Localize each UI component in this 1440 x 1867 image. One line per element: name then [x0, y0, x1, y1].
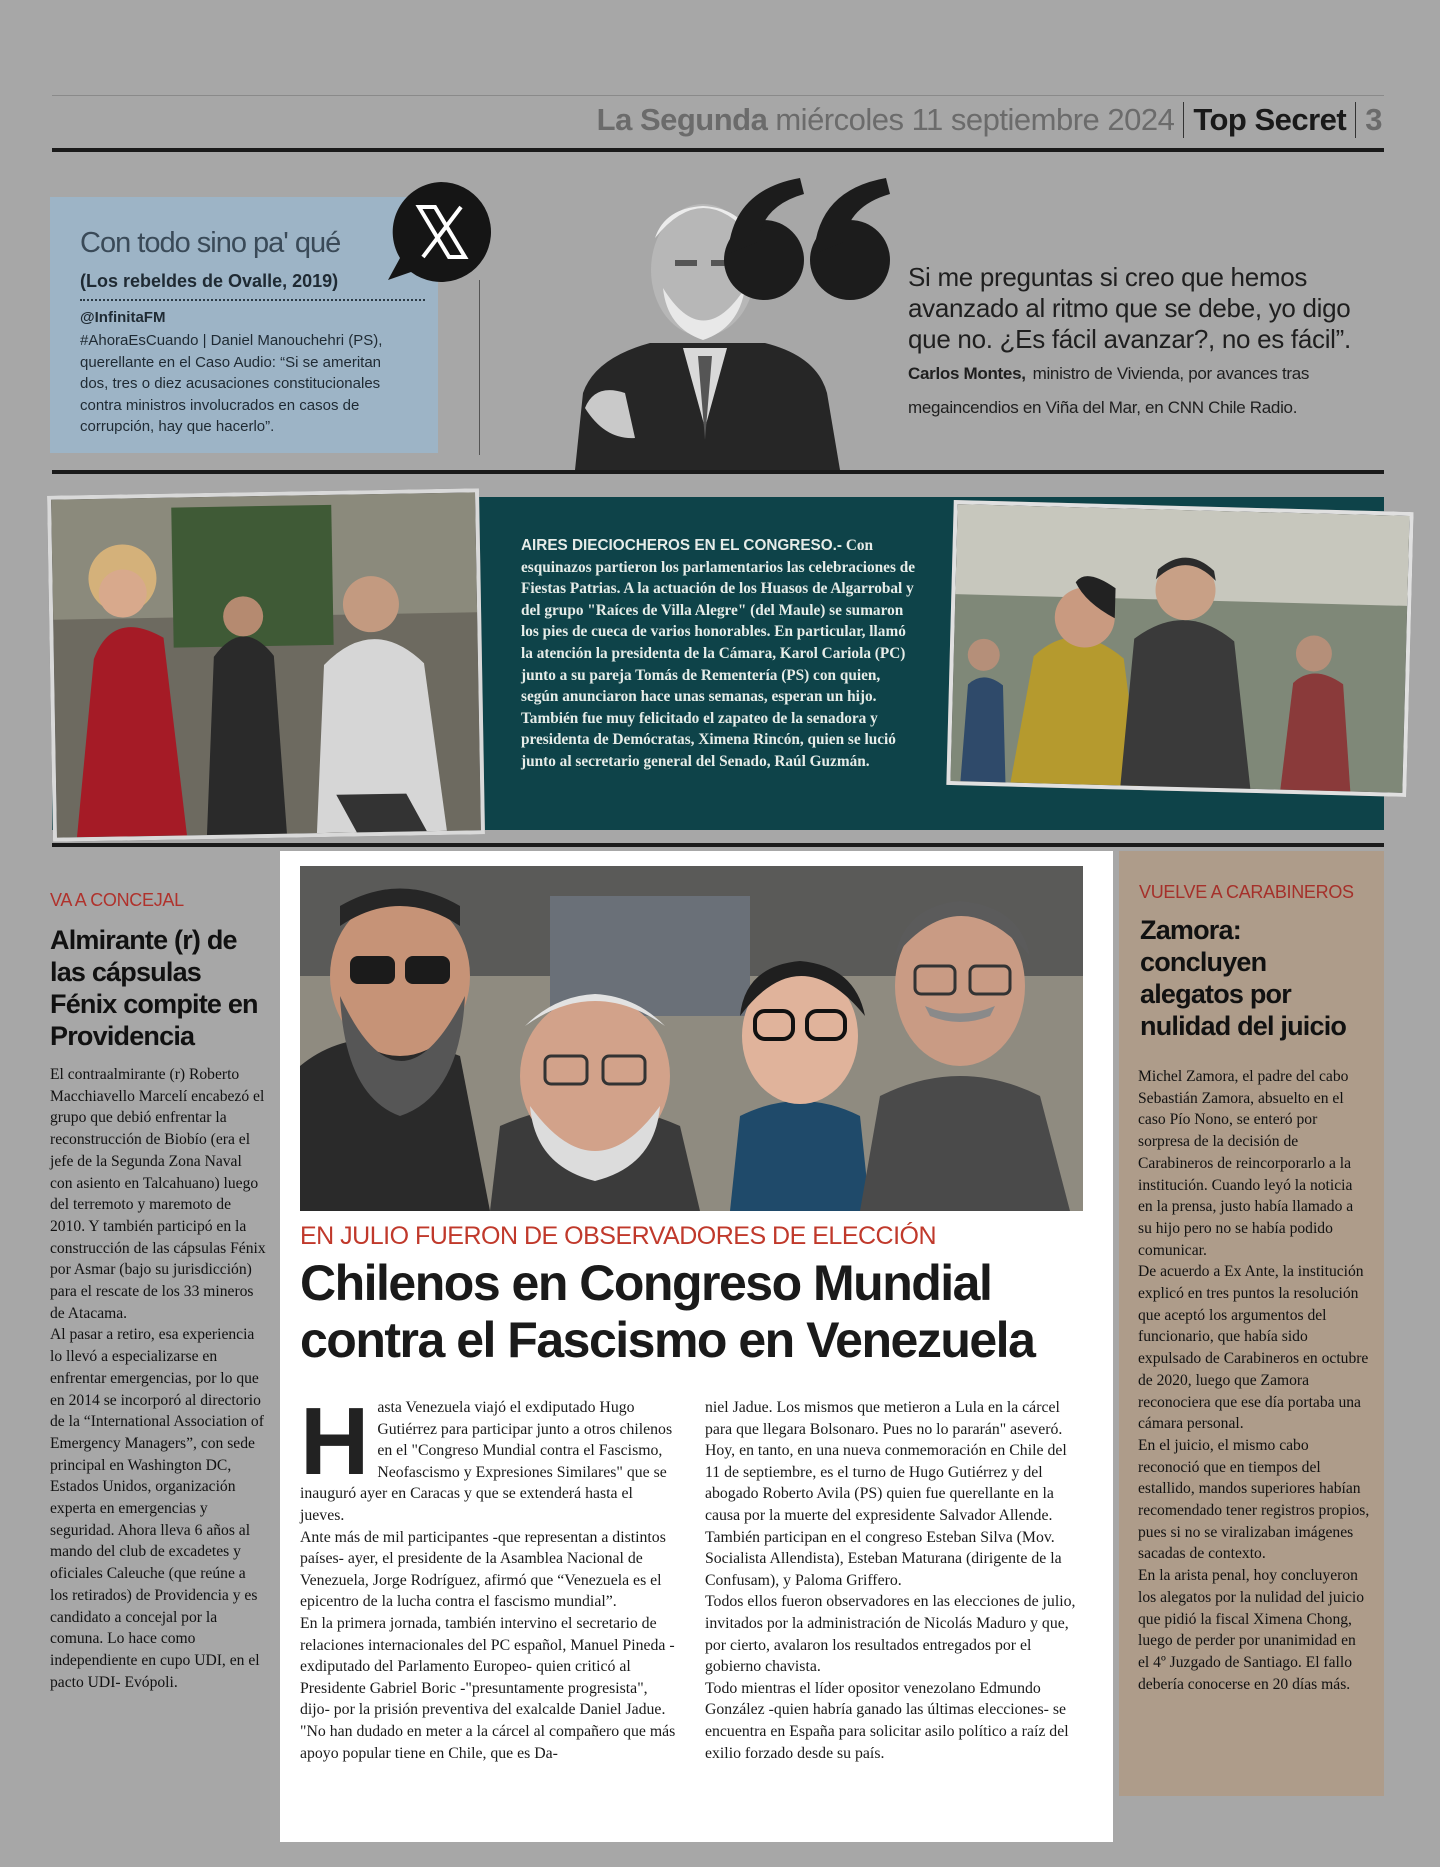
main-article-column-1: [300, 1388, 680, 1764]
quote-text: Si me preguntas si creo que hemos avanzado al ritmo que se debe, yo digo que no. ¿Es fácil avanzar?, no es fácil”.: [908, 262, 1351, 354]
dance-photo-right: [946, 500, 1413, 797]
tweet-handle: @InfinitaFM: [80, 309, 166, 326]
main-paragraph: Hoy, en tanto, en una nueva conmemoración en Chile del 11 de septiembre, es el turno de Hugo Gutiérrez y del abogado Roberto Avila (PS) quien fue querellante en la causa por la muerte del expresidente Salvador Allende.: [705, 1442, 1067, 1524]
drop-cap: H: [300, 1388, 370, 1495]
tweet-text: #AhoraEsCuando | Daniel Manouchehri (PS), querellante en el Caso Audio: “Si se ameritan dos, tres o diez acusaciones constitucionales contra ministros involucrados en casos de corrupción, hay que hacerlo”.: [80, 332, 383, 435]
section-rule: [52, 843, 1384, 847]
header-top-rule: [52, 95, 1384, 96]
main-article-column-2: [705, 1397, 1083, 1764]
right-paragraph: Michel Zamora, el padre del cabo Sebastián Zamora, absuelto en el caso Pío Nono, se enteró por sorpresa de la decisión de Carabineros de reincorporarlo a la institución. Cuando leyó la noticia en la prensa, justo había llamado a su hijo pero no se había podido comunicar.: [1138, 1068, 1354, 1259]
main-paragraph: En la primera jornada, también intervino el secretario de relaciones internacionales del PC español, Manuel Pineda -exdiputado del Parlamento Europeo- quien criticó al Presidente Gabriel Boric -"presuntamente progresista", dijo- por la prisión preventiva del exalcalde Daniel Jadue.: [300, 1614, 675, 1719]
band-caption: [521, 535, 921, 773]
tweet-box: [50, 197, 438, 453]
masthead-divider: [1183, 102, 1184, 138]
right-paragraph: En el juicio, el mismo cabo reconoció que en tiempos del estallido, mandos superiores habían recomendado tener registros propios, pues si no se viralizaban imágenes sacadas de contexto.: [1138, 1436, 1370, 1563]
column-divider: [479, 280, 480, 455]
main-kicker: EN JULIO FUERON DE OBSERVADORES DE ELECCIÓN: [300, 1222, 937, 1250]
left-paragraph: Al pasar a retiro, esa experiencia lo llevó a especializarse en enfrentar emergencias, por lo que en 2014 se incorporó al directorio de la “International Association of Emergency Managers”, con sede principal en Washington DC, Estados Unidos, organización experta en emergencias y seguridad. Ahora lleva 6 años al mando del club de excadetes y oficiales Caleuche (que reúne a los retirados) de Providencia y es candidato a concejal por la comuna. Lo hace como independiente en cupo UDI, en el pacto UDI- Evópoli.: [50, 1326, 264, 1691]
quote-author: Carlos Montes,: [908, 364, 1026, 383]
right-headline: Zamora: concluyen alegatos por nulidad del juicio: [1140, 915, 1347, 1041]
group-selfie-image: [300, 866, 1083, 1211]
main-paragraph: asta Venezuela viajó el exdiputado Hugo Gutiérrez para participar junto a otros chilenos en el "Congreso Mundial contra el Fascismo, Neofascismo y Expresiones Similares" que se inauguró ayer en Caracas y que se extenderá hasta el jueves.: [300, 1399, 673, 1524]
section-name: Top Secret: [1193, 102, 1347, 137]
main-paragraph: Todos ellos fueron observadores en las elecciones de julio, invitados por la administración de Nicolás Maduro y que, por cierto, avalaron los resultados entregados por el gobierno chavista.: [705, 1593, 1076, 1676]
header-bottom-rule: [52, 148, 1384, 152]
band-caption-lead: AIRES DIECIOCHEROS EN EL CONGRESO.-: [521, 537, 842, 554]
issue-date: miércoles 11 septiembre 2024: [775, 102, 1175, 137]
quote-block: [908, 262, 1353, 420]
left-headline: Almirante (r) de las cápsulas Fénix compite en Providencia: [50, 925, 258, 1051]
main-paragraph: niel Jadue. Los mismos que metieron a Lula en la cárcel para que llegara Bolsonaro. Pues no lo pararán" aseveró.: [705, 1399, 1063, 1438]
section-rule: [52, 470, 1384, 474]
main-paragraph: Ante más de mil participantes -que representan a distintos países- ayer, el presidente de la Asamblea Nacional de Venezuela, Jorge Rodríguez, afirmó que “Venezuela es el epicentro de la lucha contra el fascismo mundial”.: [300, 1528, 666, 1611]
dotted-divider: [80, 299, 425, 301]
left-kicker: VA A CONCEJAL: [50, 890, 184, 910]
band-caption-text: Con esquinazos partieron los parlamentarios las celebraciones de Fiestas Patrias. A la actuación de los Huasos de Algarrobal y del grupo "Raíces de Villa Alegre" (del Maule) se sumaron los pies de cueca de varios honorables. En particular, llamó la atención la presidenta de la Cámara, Karol Cariola (PC) junto a su pareja Tomás de Rementería (PS) con quien, según anunciaron hace unas semanas, esperan un hijo. También fue muy felicitado el zapateo de la senadora y presidenta de Demócratas, Ximena Rincón, quien se lució junto al secretario general del Senado, Raúl Guzmán.: [521, 537, 916, 770]
right-paragraph: En la arista penal, hoy concluyeron los alegatos por la nulidad del juicio que pidió la fiscal Ximena Chong, luego de perder por unanimidad en el 4º Juzgado de Santiago. El fallo debería conocerse en 20 días más.: [1138, 1567, 1365, 1693]
right-paragraph: De acuerdo a Ex Ante, la institución explicó en tres puntos la resolución que aceptó los argumentos del funcionario, que había sido expulsado de Carabineros en octubre de 2020, luego que Zamora reconociera que ese día portaba una cámara personal.: [1138, 1263, 1369, 1433]
paper-name: La Segunda: [596, 102, 768, 137]
tweet-box-subtitle: (Los rebeldes de Ovalle, 2019): [80, 271, 339, 291]
main-paragraph: "No han dudado en meter a la cárcel al compañero que más apoyo popular tiene en Chile, que es Da-: [300, 1722, 676, 1762]
quote-author-role: ministro de Vivienda, por avances tras megaincendios en Viña del Mar, en CNN Chile Radio.: [908, 364, 1310, 417]
main-article-photo: [300, 866, 1083, 1211]
dance-photo-right-image: [950, 504, 1409, 793]
quotation-mark-icon: [722, 172, 902, 312]
masthead: [597, 100, 1382, 140]
dance-photo-left: [47, 488, 485, 841]
tweet-box-title: Con todo sino pa' qué: [80, 227, 341, 259]
x-logo-icon: [386, 180, 492, 282]
main-headline: Chilenos en Congreso Mundial contra el Fascismo en Venezuela: [300, 1255, 1035, 1368]
main-paragraph: También participan en el congreso Esteban Silva (Mov. Socialista Allendista), Esteban Maturana (dirigente de la Confusam), y Paloma Griffero.: [705, 1528, 1062, 1589]
page-number: 3: [1365, 102, 1382, 137]
left-paragraph: El contraalmirante (r) Roberto Macchiavello Marcelí encabezó el grupo que debió enfrentar la reconstrucción de Biobío (era el jefe de la Segunda Zona Naval con asiento en Talcahuano) luego del terremoto y maremoto de 2010. Y también participó en la construcción de las cápsulas Fénix por Asmar (bajo su jurisdicción) para el rescate de los 33 mineros de Atacama.: [50, 1066, 266, 1322]
right-article-body: [1138, 1066, 1370, 1695]
right-kicker: VUELVE A CARABINEROS: [1139, 882, 1354, 902]
masthead-divider: [1355, 102, 1356, 138]
main-paragraph: Todo mientras el líder opositor venezolano Edmundo González -quien habría ganado las últimas elecciones- se encuentra en España para solicitar asilo político a raíz del exilio forzado desde su país.: [705, 1679, 1069, 1762]
dance-photo-left-image: [51, 492, 481, 837]
left-article-body: [50, 1064, 266, 1693]
